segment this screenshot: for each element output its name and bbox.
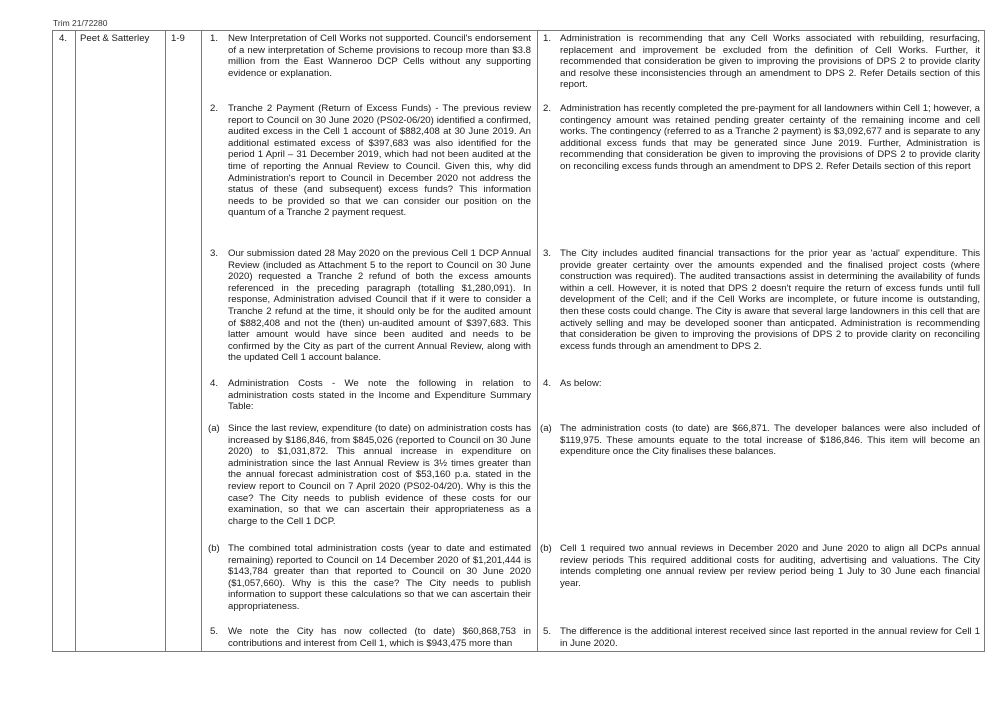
submission-item-number: 5. [210, 626, 219, 637]
submission-item-number: (b) [208, 543, 220, 554]
response-text: The administration costs (to date) are $66,871. The developer balances were also included of $119,975. These amounts equate to the total increase of $186,846. This item will become an expenditure once the City finalises these balances. [560, 423, 980, 458]
column-divider [537, 31, 538, 651]
response-item-number: 1. [543, 33, 552, 44]
response-text: Administration is recommending that any Cell Works associated with rebuilding, resurfacing, replacement and improvement be excluded from the definition of Cell Works. Further, it recommended that consideration be given to improving the provisions of DPS 2 to provide clarity and resolve these inconsistencies through an amendment to DPS 2. Refer Details section of this report. [560, 33, 980, 91]
column-divider [201, 31, 202, 651]
column-divider [75, 31, 76, 651]
response-text: As below: [560, 378, 602, 389]
submission-text: Since the last review, expenditure (to date) on administration costs has increased by $186,846, from $845,026 (reported to Council on 30 June 2020) to $1,031,872. This annual increase in expenditure on administration since the last Annual Review is 3½ times greater than the annual forecast administration cost of $53,160 p.a. stated in the review report to Council on 7 April 2020 (PS02-04/20). Why is this the case? The City needs to publish evidence of these costs for our examination, so that we can ascertain their appropriateness as a charge to the Cell 1 DCP. [228, 423, 531, 527]
response-text: The City includes audited financial transactions for the prior year as 'actual' expenditure. This provide greater certainty over the amounts expended and the finalised project costs (where construction was required). The audited transactions assist in determining the availability of funds within a cell. However, it is noted that DPS 2 doesn't require the return of excess funds until full development of the Cell; and if the Cell Works are incomplete, or future income is outstanding, then these costs could change. The City is aware that several large landowners in this cell that are actively selling and may be developed sooner than anticpated. Administration is recommending that consideration be given to improving the provisions of DPS 2 to provide clarity on reconciling excess funds through an amendment to DPS 2. [560, 248, 980, 352]
submission-text: Administration Costs - We note the following in relation to administration costs stated in the Income and Expenditure Summary Table: [228, 378, 531, 413]
response-text: Cell 1 required two annual reviews in December 2020 and June 2020 to align all DCPs annual review periods This required additional costs for auditing, advertising and valuations. The City intends completing one annual review per review period being 1 July to 30 June each financial year. [560, 543, 980, 589]
submission-text: We note the City has now collected (to date) $60,868,753 in contributions and interest from Cell 1, which is $943,475 more than [228, 626, 531, 649]
response-item-number: 4. [543, 378, 552, 389]
submission-text: The combined total administration costs (year to date and estimated remaining) reported to Council on 14 December 2020 of $1,201,444 is $143,784 greater than that reported to Council on 30 June 2020 ($1,057,660). Why is this the case? The City needs to publish information to support these calculations so that we can ascertain their appropriateness. [228, 543, 531, 612]
row-number: 4. [59, 33, 68, 44]
submission-item-number: 2. [210, 103, 219, 114]
submission-text: New Interpretation of Cell Works not supported. Council's endorsement of a new interpretation of Scheme provisions to recoup more than $3.8 million from the East Wanneroo DCP Cells without any supporting evidence or explanation. [228, 33, 531, 79]
response-item-number: (a) [540, 423, 552, 434]
response-item-number: 2. [543, 103, 552, 114]
response-item-number: 3. [543, 248, 552, 259]
submission-item-number: (a) [208, 423, 220, 434]
submission-text: Tranche 2 Payment (Return of Excess Funds) - The previous review report to Council on 30 June 2020 (PS02-06/20) identified a confirmed, audited excess in the Cell 1 account of $882,408 at 30 June 2019. An additional estimated excess of $397,683 was also identified for the period 1 April – 31 December 2019, which had not been audited at the time of reporting the Annual Review to Council. Given this, why did Administration's report to Council in December 2020 not address the status of these (and subsequent) excess funds? This information needs to be provided so that we can consider our position on the quantum of a Tranche 2 payment request. [228, 103, 531, 219]
trim-reference: Trim 21/72280 [53, 18, 108, 28]
response-item-number: 5. [543, 626, 552, 637]
response-text: The difference is the additional interest received since last reported in the annual review for Cell 1 in June 2020. [560, 626, 980, 649]
submission-item-number: 3. [210, 248, 219, 259]
submissions-table [52, 30, 985, 652]
submitter-name: Peet & Satterley [80, 33, 150, 44]
submission-item-number: 1. [210, 33, 219, 44]
response-item-number: (b) [540, 543, 552, 554]
submission-item-number: 4. [210, 378, 219, 389]
response-text: Administration has recently completed the pre-payment for all landowners within Cell 1; however, a contingency amount was retained pending greater certainty of the remaining income and cell works. The contingency (referred to as a Tranche 2 payment) is $3,092,677 and is separate to any additional excess funds that may be generated since June 2019. Further, Administration is recommending that consideration be given to improving the provisions of DPS 2 to provide clarity on reconciling excess funds through an amendment to DPS 2. Refer Details section of this report [560, 103, 980, 172]
submission-text: Our submission dated 28 May 2020 on the previous Cell 1 DCP Annual Review (included as Attachment 5 to the report to Council on 30 June 2020) requested a Tranche 2 refund of both the excess amounts referenced in the preceding paragraph (totalling $1,280,091). In response, Administration advised Council that if it were to consider a Tranche 2 refund at the time, it should only be for the audited amount of $882,408 and not the (then) un-audited amount of $397,683. This latter amount would have since been audited and needs to be confirmed by the City as part of the current Annual Review, along with the updated Cell 1 account balance. [228, 248, 531, 364]
column-divider [165, 31, 166, 651]
item-reference: 1-9 [171, 33, 185, 44]
